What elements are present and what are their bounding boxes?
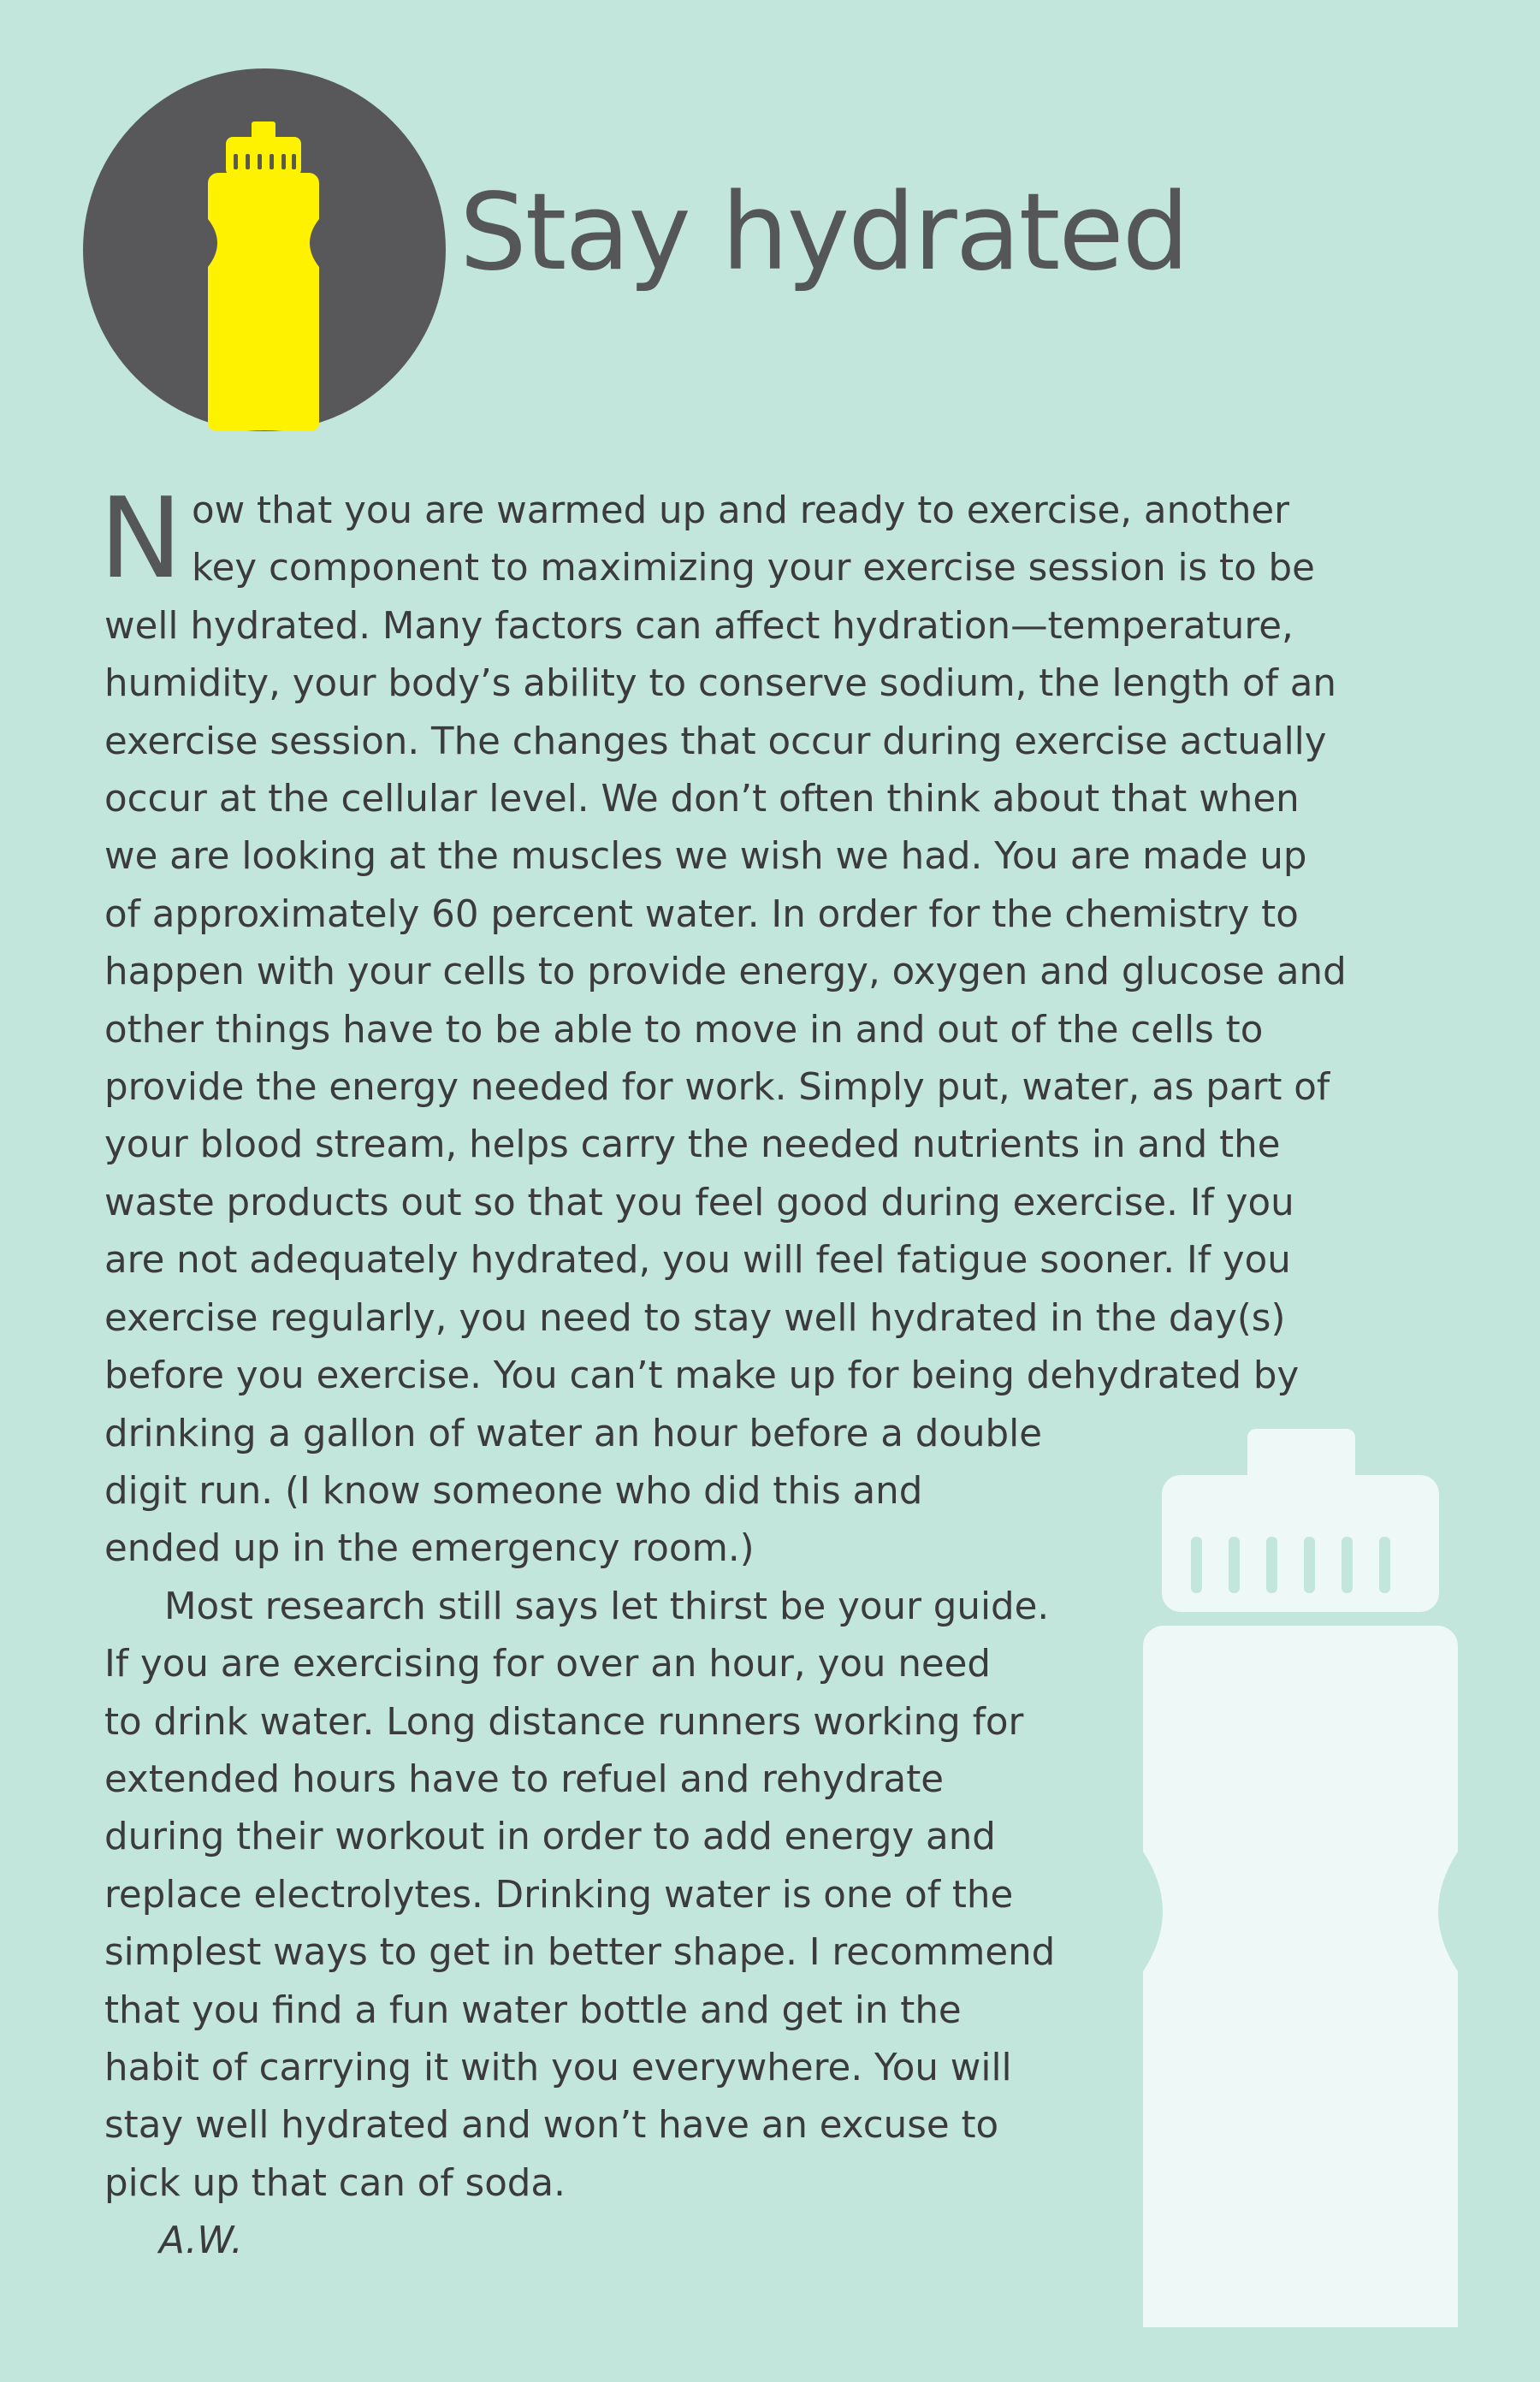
text-line: well hydrated. Many factors can affect hydration—temperature,	[104, 604, 1294, 648]
text-line: to drink water. Long distance runners working for	[104, 1700, 1024, 1744]
page-title: Stay hydrated	[459, 171, 1188, 294]
text-line: other things have to be able to move in and out of the cells to	[104, 1008, 1264, 1052]
text-line: we are looking at the muscles we wish we had. You are made up	[104, 835, 1307, 879]
text-line: simplest ways to get in better shape. I recommend	[104, 1931, 1056, 1975]
text-line: Most research still says let thirst be your guide.	[164, 1585, 1050, 1628]
paragraph-1	[104, 483, 1448, 1579]
article-body	[99, 473, 1448, 2271]
text-line: happen with your cells to provide energy, oxygen and glucose and	[104, 951, 1347, 994]
text-line: drinking a gallon of water an hour before a double	[104, 1412, 1042, 1455]
text-line: If you are exercising for over an hour, you need	[104, 1643, 992, 1686]
text-line: stay well hydrated and won’t have an excuse to	[104, 2104, 999, 2148]
text-line: of approximately 60 percent water. In order for the chemistry to	[104, 892, 1299, 936]
text-line: during their workout in order to add energy and	[104, 1816, 996, 1859]
paragraph-2	[104, 1579, 1448, 2213]
text-line: occur at the cellular level. We don’t often think about that when	[104, 778, 1300, 821]
text-line: replace electrolytes. Drinking water is one of the	[104, 1873, 1014, 1917]
text-line: pick up that can of soda.	[104, 2161, 566, 2205]
text-line: humidity, your body’s ability to conserve sodium, the length of an	[104, 662, 1336, 706]
text-line: extended hours have to refuel and rehydrate	[104, 1757, 945, 1801]
text-line: that you find a fun water bottle and get in the	[104, 1988, 962, 2032]
text-line: key component to maximizing your exercise session is to be	[192, 547, 1315, 590]
author-signature: A.W.	[159, 2219, 243, 2263]
text-line: before you exercise. You can’t make up for being dehydrated by	[104, 1354, 1300, 1398]
text-line: provide the energy needed for work. Simply put, water, as part of	[104, 1066, 1330, 1110]
text-line: habit of carrying it with you everywhere. You will	[104, 2046, 1012, 2089]
drop-cap: N	[99, 473, 183, 603]
header-icon-circle	[83, 68, 446, 431]
text-line: digit run. (I know someone who did this and	[104, 1469, 923, 1513]
text-line: exercise session. The changes that occur during exercise actually	[104, 720, 1327, 763]
text-line: are not adequately hydrated, you will feel fatigue sooner. If you	[104, 1239, 1291, 1283]
text-line: ended up in the emergency room.)	[104, 1527, 755, 1571]
text-line: exercise regularly, you need to stay well hydrated in the day(s)	[104, 1296, 1286, 1340]
text-line: ow that you are warmed up and ready to exercise, another	[192, 489, 1290, 532]
text-line: your blood stream, helps carry the needed nutrients in and the	[104, 1123, 1281, 1167]
water-bottle-icon	[83, 68, 446, 431]
text-line: waste products out so that you feel good during exercise. If you	[104, 1181, 1294, 1224]
